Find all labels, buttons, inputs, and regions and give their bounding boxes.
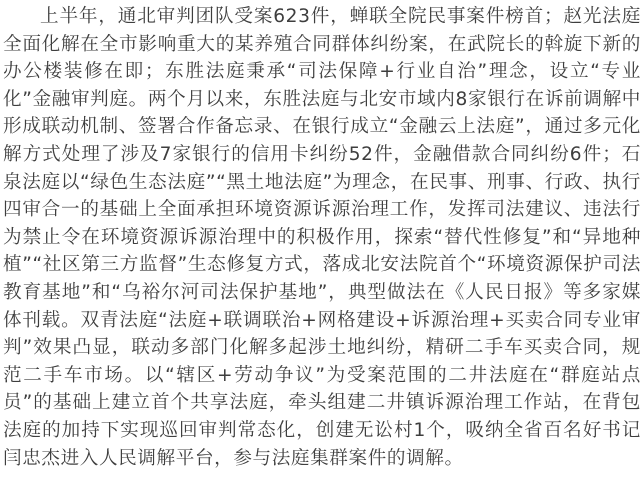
- article-paragraph: 上半年，通北审判团队受案623件，蝉联全院民事案件榜首；赵光法庭全面化解在全市影响重大的某养殖合同群体纠纷案，在武院长的斡旋下新的办公楼装修在即；东胜法庭秉承“司法保障+行业自治”理念，设立“专业化”金融审判庭。两个月以来，东胜法庭与北安市域内8家银行在诉前调解中形成联动机制、签署合作备忘录、在银行成立“金融云上法庭”，通过多元化解方式处理了涉及7家银行的信用卡纠纷52件，金融借款合同纠纷6件；石泉法庭以“绿色生态法庭”“黑土地法庭”为理念，在民事、刑事、行政、执行四审合一的基础上全面承担环境资源诉源治理工作，发挥司法建议、违法行为禁止令在环境资源诉源治理中的积极作用，探索“替代性修复”和“异地种植”“社区第三方监督”生态修复方式，落成北安法院首个“环境资源保护司法教育基地”和“乌裕尔河司法保护基地”，典型做法在《人民日报》等多家媒体刊载。双青法庭“法庭+联调联治+网格建设+诉源治理+买卖合同专业审判”效果凸显，联动多部门化解多起涉土地纠纷，精研二手车买卖合同，规范二手车市场。以“辖区+劳动争议”为受案范围的二井法庭在“群庭站点员”的基础上建立首个共享法庭，牵头组建二井镇诉源治理工作站，在背包法庭的加持下实现巡回审判常态化，创建无讼村1个，吸纳全省百名好书记闫忠杰进入人民调解平台，参与法庭集群案件的调解。: [3, 6, 641, 469]
- article-body: [3, 3, 641, 472]
